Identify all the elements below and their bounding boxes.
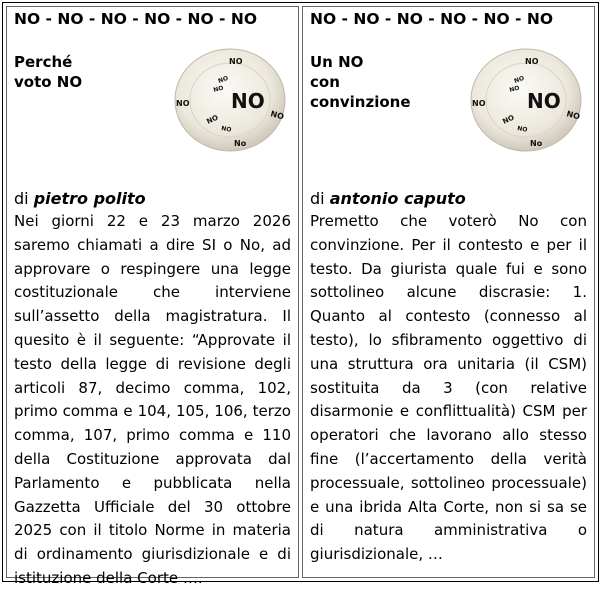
no-plate-image (470, 48, 582, 152)
svg-text:NO: NO (516, 125, 528, 134)
article-title[interactable]: Un NO con convinzione (310, 53, 411, 111)
svg-text:NO: NO (220, 125, 232, 134)
article-body: Nei giorni 22 e 23 marzo 2026 saremo chiamati a dire SI o No, ad approvare o respingere una legge costituzionale che interviene sull’assetto della magistratura. Il quesito è il seguente: “Approvate il testo della legge di revisione degli articoli 87, decimo comma, 102, primo comma e 104, 105, 106, terzo comma, 107, primo comma e 110 della Costituzione approvata dal Parlamento e pubblicata nella Gazzetta Ufficiale del 30 ottobre 2025 con il titolo Norme in materia di ordinamento giurisdizionale e di istituzione della Corte …. (14, 212, 291, 587)
article-header (14, 32, 291, 182)
svg-text:NO: NO (501, 113, 516, 126)
svg-text:NO: NO (269, 109, 285, 122)
svg-text:No: No (234, 139, 247, 148)
article-column-left (6, 6, 299, 587)
article-body: Premetto che voterò No con convinzione. Per il contesto e per il testo. Da giurista quale fui e sono sottolineo alcune discrasie: 1. Quanto al contesto (connesso al testo), lo sfibramento oggettivo di una struttura ora unitaria (il CSM) sostituita da 3 (con relative disarmonie e conflittualità) CSM per operatori che lavorano allo stesso fine (l’accertamento della verità processuale, sottolineo processuale) e una ibrida Alta Corte, non si sa se di natura amministrativa o giurisdizionale, … (310, 212, 587, 564)
svg-text:NO: NO (205, 113, 220, 126)
svg-text:NO: NO (565, 109, 581, 122)
svg-text:NO: NO (212, 84, 225, 94)
no-banner: NO - NO - NO - NO - NO - NO (14, 10, 258, 28)
article-header (310, 32, 587, 182)
article-title[interactable]: Perché voto NO (14, 53, 83, 91)
svg-text:NO: NO (217, 74, 230, 85)
svg-text:NO: NO (229, 57, 243, 66)
no-banner: NO - NO - NO - NO - NO - NO (310, 10, 554, 28)
svg-text:NO: NO (508, 84, 521, 94)
svg-text:NO: NO (513, 74, 526, 85)
article-byline: di pietro polito (14, 189, 146, 208)
svg-text:NO: NO (525, 57, 539, 66)
svg-text:NO: NO (231, 89, 265, 113)
svg-text:NO: NO (472, 99, 486, 108)
svg-text:NO: NO (527, 89, 561, 113)
article-byline: di antonio caputo (310, 189, 466, 208)
no-plate-image (174, 48, 286, 152)
article-column-right (302, 6, 595, 578)
page-frame (2, 2, 599, 587)
author-name[interactable]: antonio caputo (329, 189, 466, 208)
author-name[interactable]: pietro polito (33, 189, 146, 208)
svg-text:No: No (530, 139, 543, 148)
svg-text:NO: NO (176, 99, 190, 108)
